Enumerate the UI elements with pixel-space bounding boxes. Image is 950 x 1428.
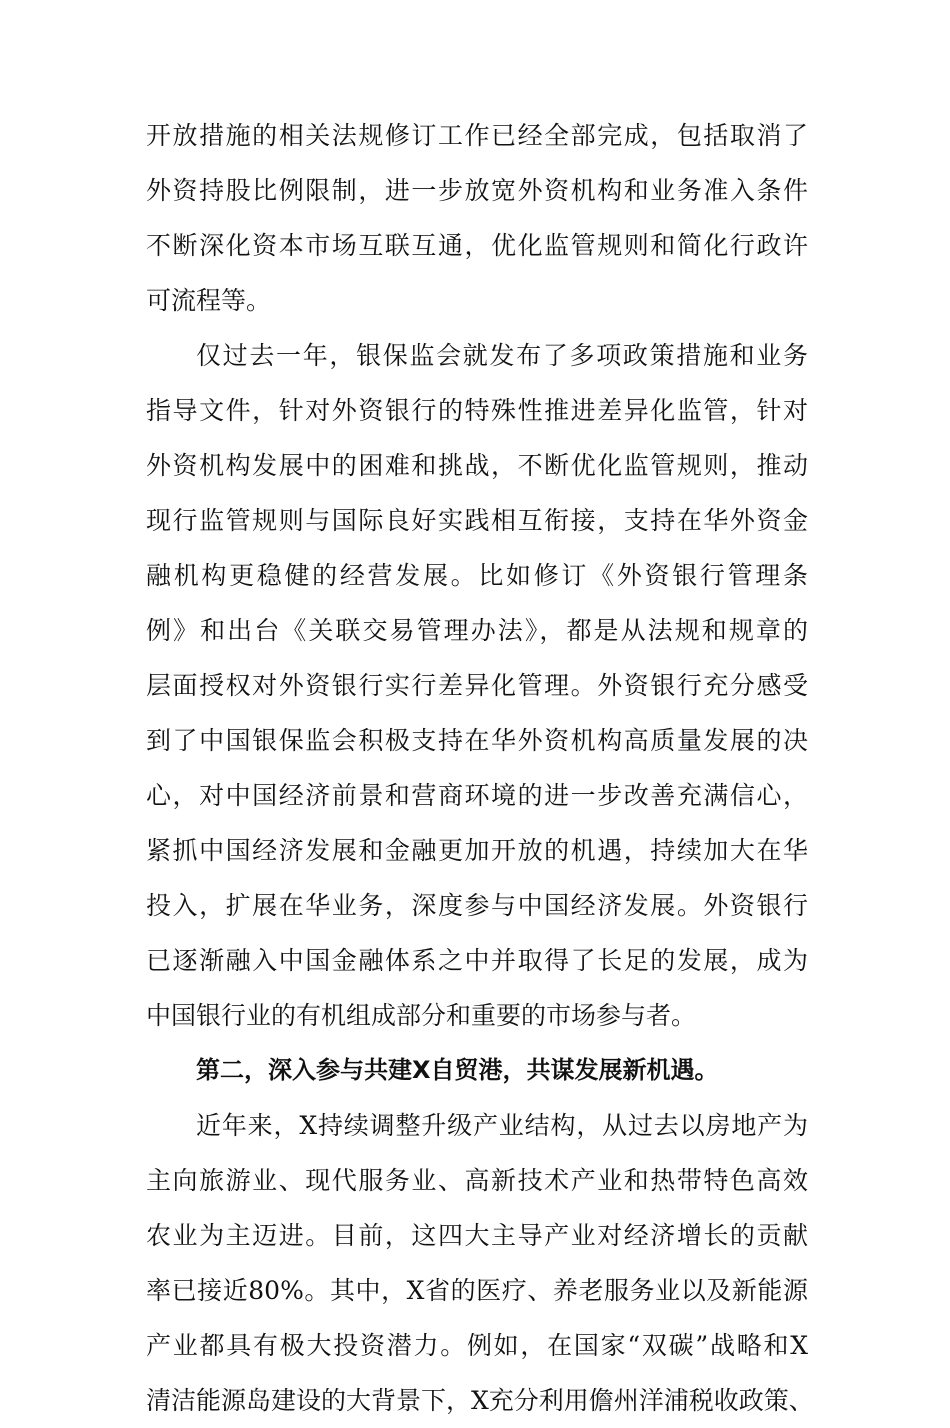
paragraph-3 (146, 1098, 814, 1428)
text-line: 外资机构发展中的困难和挑战，不断优化监管规则，推动 (146, 451, 808, 480)
text-line: 近年来，X持续调整升级产业结构，从过去以房地产为 (196, 1111, 808, 1140)
text-line: 农业为主迈进。目前，这四大主导产业对经济增长的贡献 (146, 1221, 808, 1250)
document-body (146, 108, 814, 1428)
text-line: 外资持股比例限制，进一步放宽外资机构和业务准入条件 (146, 176, 808, 205)
text-line: 心，对中国经济前景和营商环境的进一步改善充满信心， (146, 781, 808, 810)
text-line: 已逐渐融入中国金融体系之中并取得了长足的发展，成为 (146, 946, 808, 975)
text-line: 主向旅游业、现代服务业、高新技术产业和热带特色高效 (146, 1166, 808, 1195)
text-line: 融机构更稳健的经营发展。比如修订《外资银行管理条 (146, 561, 808, 590)
text-line: 产业都具有极大投资潜力。例如，在国家“双碳”战略和X (146, 1331, 808, 1360)
text-line: 投入，扩展在华业务，深度参与中国经济发展。外资银行 (146, 891, 808, 920)
text-line: 仅过去一年，银保监会就发布了多项政策措施和业务 (196, 341, 808, 370)
text-line: 例》和出台《关联交易管理办法》，都是从法规和规章的 (146, 616, 808, 645)
text-line: 可流程等。 (146, 286, 272, 315)
paragraph-2 (146, 328, 808, 1043)
text-line: 紧抓中国经济发展和金融更加开放的机遇，持续加大在华 (146, 836, 808, 865)
text-line: 层面授权对外资银行实行差异化管理。外资银行充分感受 (146, 671, 808, 700)
text-line: 现行监管规则与国际良好实践相互衔接，支持在华外资金 (146, 506, 808, 535)
text-line: 开放措施的相关法规修订工作已经全部完成，包括取消了 (146, 121, 808, 150)
text-line: 率已接近80%。其中，X省的医疗、养老服务业以及新能源 (146, 1276, 808, 1305)
paragraph-1 (146, 108, 808, 328)
text-line: 清洁能源岛建设的大背景下，X充分利用儋州洋浦税收政策、 (146, 1386, 814, 1415)
heading-line: 第二，深入参与共建X自贸港，共谋发展新机遇。 (196, 1056, 719, 1084)
text-line: 不断深化资本市场互联互通，优化监管规则和简化行政许 (146, 231, 808, 260)
text-line: 中国银行业的有机组成部分和重要的市场参与者。 (146, 1001, 697, 1030)
text-line: 到了中国银保监会积极支持在华外资机构高质量发展的决 (146, 726, 808, 755)
text-line: 指导文件，针对外资银行的特殊性推进差异化监管，针对 (146, 396, 808, 425)
section-heading (146, 1043, 808, 1098)
